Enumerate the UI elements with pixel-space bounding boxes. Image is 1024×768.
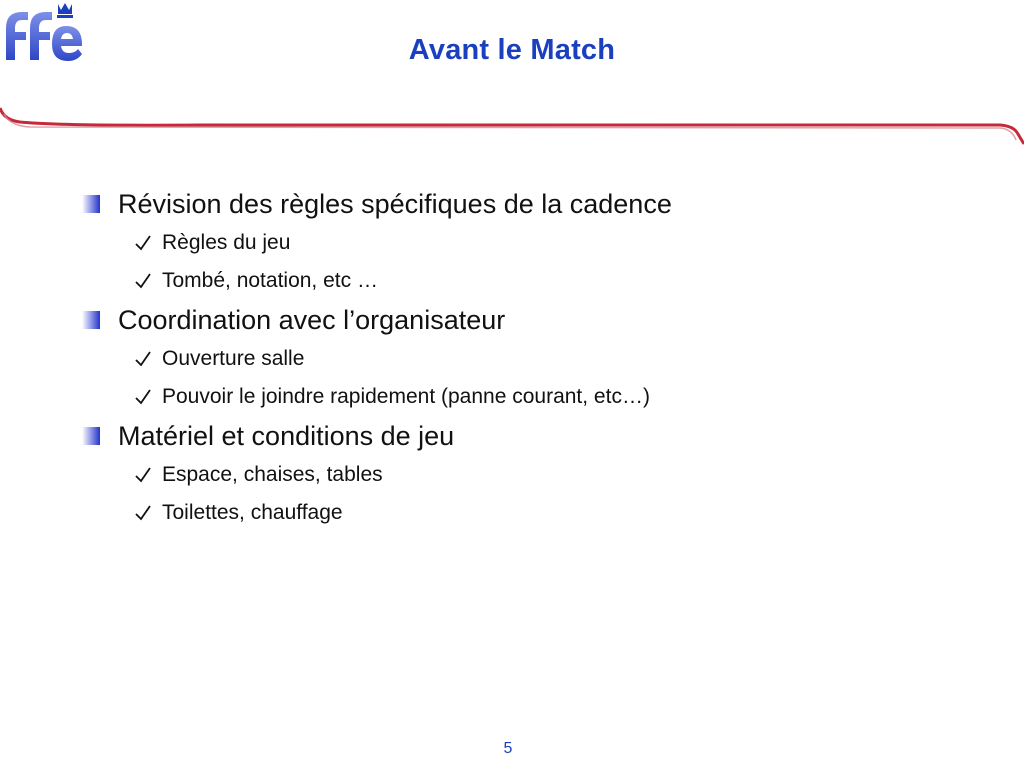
slide-title: Avant le Match [408,34,616,66]
section-label: Révision des règles spécifiques de la cadence [118,189,672,219]
section-1 [80,184,980,224]
square-bullet-icon [82,311,100,329]
square-bullet-icon [82,195,100,213]
list-item-label: Espace, chaises, tables [162,463,383,486]
checkmark-icon [134,504,152,522]
page-number: 5 [503,740,513,757]
list-item [80,378,980,416]
checkmark-icon [134,388,152,406]
section-3 [80,416,980,456]
section-label: Matériel et conditions de jeu [118,421,455,451]
checkmark-icon [134,350,152,368]
list-item-label: Ouverture salle [162,347,305,370]
section-label: Coordination avec l’organisateur [118,305,506,335]
logo-text: ffe [0,0,2,1]
section-2 [80,300,980,340]
list-item [80,340,980,378]
list-item [80,494,980,532]
checkmark-icon [134,272,152,290]
checkmark-icon [134,234,152,252]
list-item-label: Tombé, notation, etc … [162,269,378,292]
header-divider [0,100,1024,152]
list-item [80,456,980,494]
list-item-label: Règles du jeu [162,231,291,254]
checkmark-icon [134,466,152,484]
slide-content [80,184,980,532]
square-bullet-icon [82,427,100,445]
list-item-label: Pouvoir le joindre rapidement (panne courant, etc…) [162,385,650,408]
list-item [80,224,980,262]
list-item [80,262,980,300]
list-item-label: Toilettes, chauffage [162,501,343,524]
